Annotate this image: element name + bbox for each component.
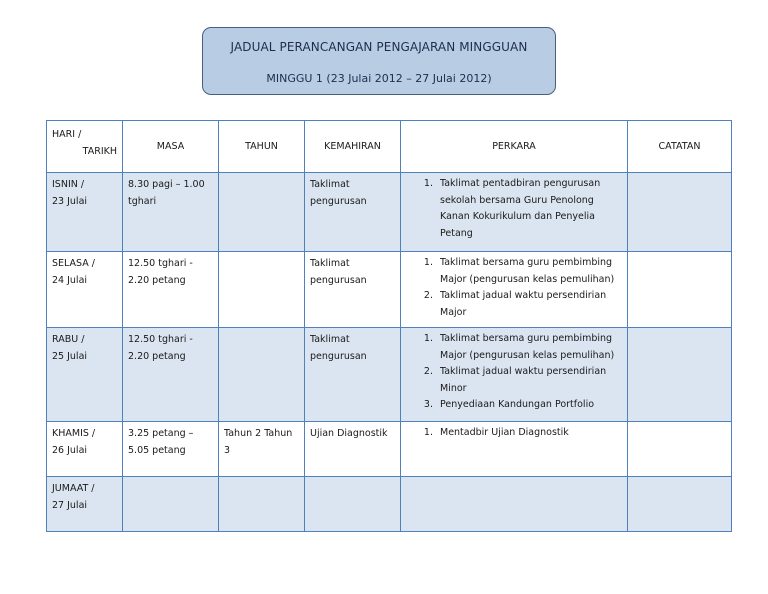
table-row (47, 477, 732, 532)
week-subtitle: MINGGU 1 (23 Julai 2012 – 27 Julai 2012) (266, 72, 492, 85)
notes-cell (628, 252, 732, 328)
header-hari: HARI / (52, 129, 82, 140)
time-end: tghari (128, 196, 157, 207)
skill-cell (305, 422, 401, 477)
skill-cell (305, 328, 401, 422)
day-cell (47, 328, 123, 422)
header-tahun: TAHUN (219, 121, 305, 173)
list-item: 2. Taklimat jadual waktu persendirian Major (436, 288, 622, 321)
skill-line: Taklimat (310, 334, 350, 345)
notes-cell (628, 173, 732, 252)
skill-line: Taklimat (310, 258, 350, 269)
time-start: 3.25 petang – (128, 428, 194, 439)
document-title: JADUAL PERANCANGAN PENGAJARAN MINGGUAN (230, 40, 528, 54)
time-cell (123, 422, 219, 477)
list-item: 1. Mentadbir Ujian Diagnostik (436, 425, 622, 442)
year-line: Tahun 2 Tahun (224, 428, 293, 439)
time-cell (123, 252, 219, 328)
table-row (47, 328, 732, 422)
time-cell (123, 328, 219, 422)
day-label: SELASA / (52, 258, 95, 269)
day-label: KHAMIS / (52, 428, 96, 439)
header-masa: MASA (123, 121, 219, 173)
topic-list (406, 255, 622, 321)
skill-line: pengurusan (310, 351, 367, 362)
year-cell (219, 328, 305, 422)
day-cell (47, 422, 123, 477)
topic-cell (401, 477, 628, 532)
date-label: 24 Julai (52, 275, 88, 286)
date-label: 26 Julai (52, 445, 88, 456)
year-cell (219, 477, 305, 532)
day-cell (47, 252, 123, 328)
header-tarikh: TARIKH (82, 146, 117, 157)
day-label: RABU / (52, 334, 85, 345)
skill-cell (305, 477, 401, 532)
skill-cell (305, 252, 401, 328)
skill-line: Ujian Diagnostik (310, 428, 388, 439)
list-item: 1. Taklimat pentadbiran pengurusan sekolah bersama Guru Penolong Kanan Kokurikulum dan Penyelia Petang (436, 176, 622, 242)
title-box (202, 27, 556, 95)
date-label: 27 Julai (52, 500, 88, 511)
skill-cell (305, 173, 401, 252)
topic-list (406, 331, 622, 414)
time-start: 12.50 tghari - (128, 334, 193, 345)
notes-cell (628, 477, 732, 532)
time-cell (123, 477, 219, 532)
header-kemahiran: KEMAHIRAN (305, 121, 401, 173)
list-item: 3. Penyediaan Kandungan Portfolio (436, 397, 622, 414)
time-start: 8.30 pagi – 1.00 (128, 179, 205, 190)
time-start: 12.50 tghari - (128, 258, 193, 269)
day-cell (47, 477, 123, 532)
year-cell (219, 173, 305, 252)
date-label: 23 Julai (52, 196, 88, 207)
header-perkara: PERKARA (401, 121, 628, 173)
table-row (47, 252, 732, 328)
table-row (47, 422, 732, 477)
header-hari-tarikh (47, 121, 123, 173)
notes-cell (628, 328, 732, 422)
list-item: 1. Taklimat bersama guru pembimbing Major (pengurusan kelas pemulihan) (436, 255, 622, 288)
day-label: JUMAAT / (52, 483, 95, 494)
skill-line: Taklimat (310, 179, 350, 190)
table-row (47, 173, 732, 252)
time-end: 5.05 petang (128, 445, 186, 456)
year-line: 3 (224, 445, 231, 456)
topic-cell (401, 328, 628, 422)
topic-cell (401, 422, 628, 477)
topic-list (406, 425, 622, 442)
skill-line: pengurusan (310, 275, 367, 286)
topic-list (406, 176, 622, 242)
day-label: ISNIN / (52, 179, 85, 190)
day-cell (47, 173, 123, 252)
notes-cell (628, 422, 732, 477)
list-item: 1. Taklimat bersama guru pembimbing Major (pengurusan kelas pemulihan) (436, 331, 622, 364)
topic-cell (401, 252, 628, 328)
table-header-row (47, 121, 732, 173)
skill-line: pengurusan (310, 196, 367, 207)
list-item: 2. Taklimat jadual waktu persendirian Minor (436, 364, 622, 397)
time-end: 2.20 petang (128, 351, 186, 362)
year-cell (219, 252, 305, 328)
year-cell (219, 422, 305, 477)
schedule-table (46, 120, 732, 532)
header-catatan: CATATAN (628, 121, 732, 173)
date-label: 25 Julai (52, 351, 88, 362)
time-end: 2.20 petang (128, 275, 186, 286)
time-cell (123, 173, 219, 252)
topic-cell (401, 173, 628, 252)
